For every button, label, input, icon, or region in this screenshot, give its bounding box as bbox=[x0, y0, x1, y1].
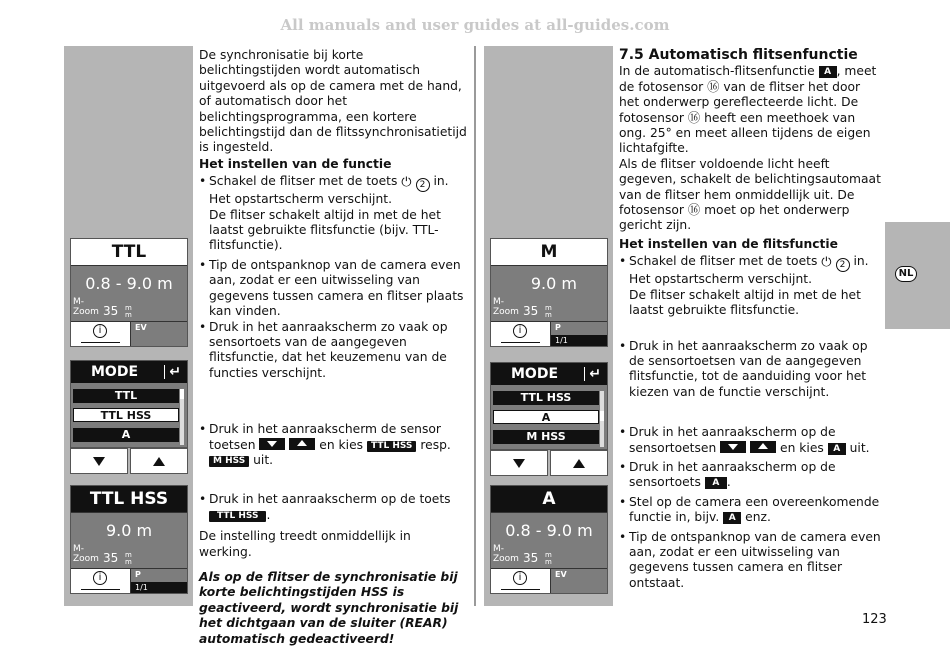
menu-scrollbar[interactable] bbox=[180, 389, 184, 445]
menu-item-ttl-hss[interactable]: TTL HSS bbox=[73, 408, 179, 422]
program-button[interactable] bbox=[131, 569, 187, 593]
flash-screen-m bbox=[490, 238, 608, 347]
step-text: Schakel de flitser met de toets bbox=[629, 254, 818, 269]
zoom-label: M- Zoom bbox=[493, 544, 519, 564]
range-readout: 9.0 m bbox=[105, 521, 153, 540]
step-menu bbox=[199, 320, 467, 382]
up-key-icon bbox=[289, 438, 315, 450]
info-button[interactable] bbox=[71, 322, 131, 346]
menu-item-ttl-hss[interactable]: TTL HSS bbox=[493, 391, 599, 405]
step-camera bbox=[619, 495, 881, 526]
up-key-icon bbox=[750, 441, 776, 453]
watermark: All manuals and user guides at all-guides.com bbox=[280, 16, 670, 34]
step-text: De flitser schakelt altijd in met de het laatst gebruikte flitsfunctie. bbox=[629, 287, 861, 318]
number-2-icon: 2 bbox=[416, 178, 430, 192]
info-button[interactable] bbox=[491, 569, 551, 593]
step-text: Druk in het aanraakscherm op de toets bbox=[209, 492, 451, 507]
step-text: Druk in het aanraakscherm op de sensortoets bbox=[629, 459, 836, 490]
menu-item-a[interactable]: A bbox=[493, 410, 599, 424]
zoom-value: 35 bbox=[103, 304, 119, 318]
ratio-bar: 1/1 bbox=[131, 582, 187, 593]
program-tag: P bbox=[555, 323, 561, 332]
back-icon[interactable]: ↵ bbox=[589, 366, 601, 382]
step-text: in. bbox=[853, 254, 869, 269]
down-key-icon bbox=[259, 438, 285, 450]
step-text: Stel op de camera een overeenkomende functie in, bijv. bbox=[629, 494, 880, 525]
step-text: Het opstartscherm verschijnt. bbox=[629, 272, 812, 287]
step-select bbox=[199, 422, 467, 468]
flash-screen-ttl bbox=[70, 238, 188, 347]
flash-screen-ttl-hss bbox=[70, 485, 188, 594]
down-key-icon bbox=[720, 441, 746, 453]
zoom-readout bbox=[491, 544, 607, 568]
info-icon: i bbox=[513, 571, 527, 585]
step-text: Druk in het aanraakscherm op de sensortoetsen bbox=[629, 425, 836, 455]
menu-title-text: MODE bbox=[91, 364, 139, 380]
mode-menu-2 bbox=[490, 362, 608, 450]
step-text: Schakel de flitser met de toets bbox=[209, 174, 398, 189]
step-power-on bbox=[199, 174, 467, 254]
para-text: Als de flitser voldoende licht heeft gegeven, schakelt de belichtingsautomaat van de flitser hem onmiddellijk uit. De fotosensor ⑯ moet op het onderwerp gericht zijn. bbox=[619, 156, 881, 233]
menu-title-text: MODE bbox=[511, 366, 559, 382]
program-button[interactable] bbox=[551, 322, 607, 346]
ev-tag: EV bbox=[135, 323, 147, 332]
para-text: In de automatisch-flitsenfunctie bbox=[619, 64, 815, 79]
zoom-label: M- Zoom bbox=[73, 544, 99, 564]
step-select bbox=[619, 425, 881, 456]
program-tag: P bbox=[135, 570, 141, 579]
column-divider bbox=[474, 46, 476, 606]
step-text: Druk in het aanraakscherm zo vaak op de sensortoetsen van de aangegeven flitsfunctie, tot de aanduiding voor het kiezen van de functie verschijnt. bbox=[629, 338, 868, 399]
menu-title bbox=[491, 363, 607, 385]
menu-item-ttl[interactable]: TTL bbox=[73, 389, 179, 403]
zoom-label: M- Zoom bbox=[73, 297, 99, 317]
flash-screen-a bbox=[490, 485, 608, 594]
a-chip: A bbox=[723, 512, 741, 524]
step-shutter bbox=[619, 530, 881, 592]
back-icon[interactable]: ↵ bbox=[169, 364, 181, 380]
page-number: 123 bbox=[862, 612, 887, 627]
a-chip: A bbox=[819, 66, 837, 78]
step-power-on bbox=[619, 254, 881, 318]
ratio-bar: 1/1 bbox=[551, 335, 607, 346]
menu-arrows-2 bbox=[490, 450, 608, 476]
ttl-hss-chip: TTL HSS bbox=[209, 511, 266, 522]
ev-button[interactable] bbox=[551, 569, 607, 593]
menu-title bbox=[71, 361, 187, 383]
info-icon: i bbox=[93, 571, 107, 585]
step-text: uit. bbox=[253, 452, 274, 467]
left-text-column bbox=[199, 48, 467, 647]
menu-arrows-1 bbox=[70, 448, 188, 474]
zoom-label: M- Zoom bbox=[493, 297, 519, 317]
effect-paragraph: De instelling treedt onmiddellijk in werking. bbox=[199, 529, 411, 559]
step-menu bbox=[619, 339, 881, 401]
info-icon: i bbox=[93, 324, 107, 338]
step-text: uit. bbox=[849, 440, 870, 455]
up-arrow-button[interactable] bbox=[550, 450, 608, 476]
section-heading: 7.5 Automatisch flitsenfunctie bbox=[619, 47, 858, 63]
mode-menu-1 bbox=[70, 360, 188, 448]
down-arrow-button[interactable] bbox=[70, 448, 128, 474]
step-text: De flitser schakelt altijd in met de het laatst gebruikte flitsfunctie (bijv. TTL-flitsfunctie). bbox=[209, 207, 441, 253]
menu-item-m-hss[interactable]: M HSS bbox=[493, 430, 599, 444]
power-icon: ⏻ bbox=[401, 175, 412, 191]
step-text: . bbox=[726, 475, 731, 490]
language-badge: NL bbox=[895, 266, 917, 282]
heading-set-flash-function: Het instellen van de flitsfunctie bbox=[619, 236, 838, 251]
step-text: en kies bbox=[319, 437, 364, 452]
step-text: en kies bbox=[780, 440, 824, 455]
ev-button[interactable] bbox=[131, 322, 187, 346]
hss-note: Als op de flitser de synchronisatie bij korte belichtingstijden HSS is geactiveerd, wordt synchronisatie bij het dichtgaan van de sluiter (REAR) automatisch gedeactiveerd! bbox=[199, 569, 459, 646]
a-chip: A bbox=[828, 443, 846, 455]
menu-item-a[interactable]: A bbox=[73, 428, 179, 442]
step-text: Druk in het aanraakscherm zo vaak op sensortoets van de aangegeven flitsfunctie, dat het keuzemenu van de functies verschijnt. bbox=[209, 319, 448, 380]
right-text-column bbox=[619, 48, 881, 591]
step-text: enz. bbox=[745, 510, 771, 525]
zoom-unit: m m bbox=[545, 304, 552, 319]
mode-label[interactable]: A bbox=[491, 486, 607, 513]
zoom-readout bbox=[491, 297, 607, 321]
range-readout: 0.8 - 9.0 m bbox=[505, 521, 593, 540]
mode-label[interactable]: TTL bbox=[71, 239, 187, 266]
ev-tag: EV bbox=[555, 570, 567, 579]
mode-label[interactable]: M bbox=[491, 239, 607, 266]
zoom-value: 35 bbox=[523, 304, 539, 318]
step-text: Tip de ontspanknop van de camera even aan, zodat er een uitwisseling van gegevens tussen camera en flitser plaats kan vinden. bbox=[209, 257, 464, 319]
number-2-icon: 2 bbox=[836, 258, 850, 272]
up-arrow-button[interactable] bbox=[130, 448, 188, 474]
info-button[interactable] bbox=[491, 322, 551, 346]
step-shutter bbox=[199, 258, 467, 320]
power-icon: ⏻ bbox=[821, 255, 832, 271]
m-hss-chip: M HSS bbox=[209, 456, 249, 467]
mode-label[interactable]: TTL HSS bbox=[71, 486, 187, 513]
step-text: Tip de ontspanknop van de camera even aan, zodat er een uitwisseling van gegevens tussen camera en flitser ontstaat. bbox=[629, 529, 881, 590]
a-chip: A bbox=[705, 477, 727, 489]
range-readout: 9.0 m bbox=[530, 274, 577, 293]
zoom-value: 35 bbox=[103, 551, 119, 565]
ttl-hss-chip: TTL HSS bbox=[367, 441, 416, 452]
info-icon: i bbox=[513, 324, 527, 338]
step-text: Druk in het aanraakscherm de sensor toetsen bbox=[209, 422, 441, 452]
info-button[interactable] bbox=[71, 569, 131, 593]
zoom-unit: m m bbox=[125, 551, 132, 566]
zoom-readout bbox=[71, 297, 187, 321]
step-confirm bbox=[619, 460, 881, 491]
zoom-unit: m m bbox=[125, 304, 132, 319]
auto-flash-paragraph bbox=[619, 64, 881, 233]
step-text: in. bbox=[433, 174, 449, 189]
step-confirm: • Druk in het aanraakscherm op de toets TTL HSS . bbox=[199, 492, 467, 523]
range-readout: 0.8 - 9.0 m bbox=[85, 274, 173, 293]
zoom-value: 35 bbox=[523, 551, 539, 565]
step-text: Het opstartscherm verschijnt. bbox=[209, 192, 392, 207]
intro-paragraph: De synchronisatie bij korte belichtingstijden wordt automatisch uitgevoerd als op de camera met de hand, of automatisch door het belichtingsprogramma, een kortere belichtingstijd dan de flitssynchronisatietijd is ingesteld. bbox=[199, 48, 467, 155]
menu-scrollbar[interactable] bbox=[600, 391, 604, 447]
para-text: , meet de fotosensor ⑯ van de flitser het door het onderwerp gereflecteerde licht. De fotosensor ⑯ heeft een meethoek van ong. 25° en meet alleen tijdens de eigen lichtafgifte. bbox=[619, 64, 877, 156]
down-arrow-button[interactable] bbox=[490, 450, 548, 476]
zoom-unit: m m bbox=[545, 551, 552, 566]
heading-set-function: Het instellen van de functie bbox=[199, 156, 392, 171]
step-text: resp. bbox=[420, 437, 451, 452]
zoom-readout bbox=[71, 544, 187, 568]
